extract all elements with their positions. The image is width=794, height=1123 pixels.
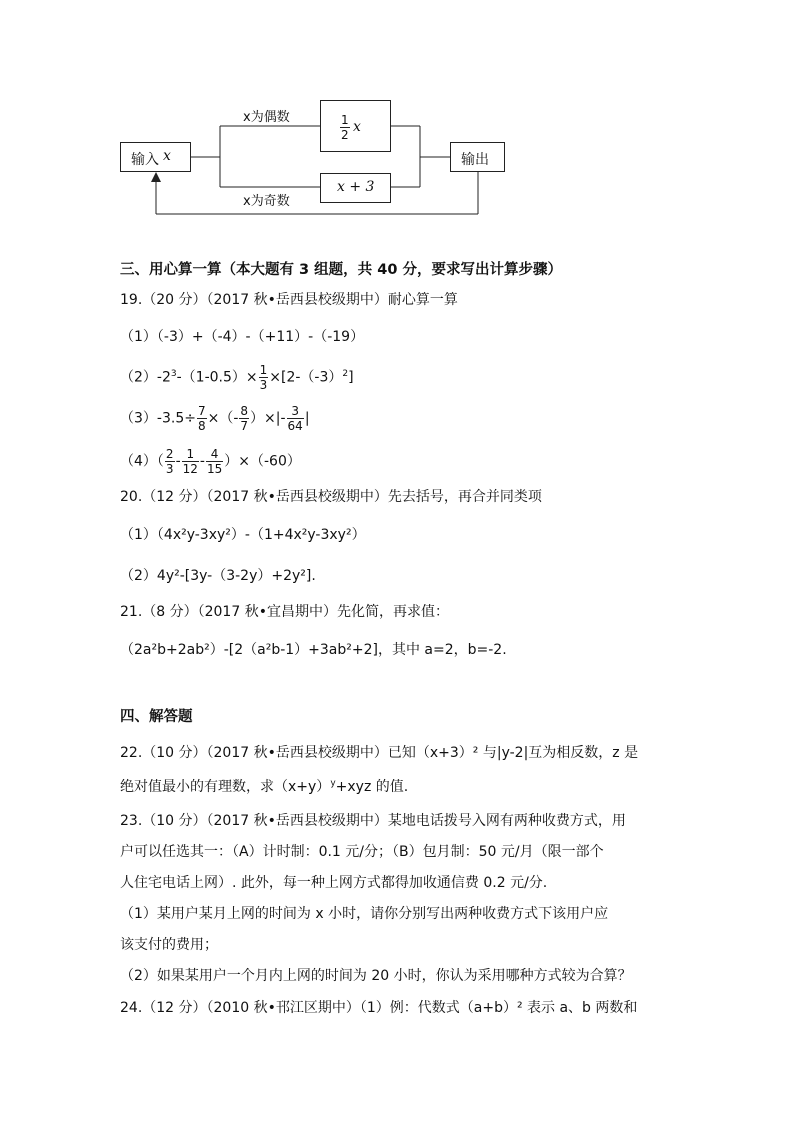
q20-part-2: （2）4y²-[3y-（3-2y）+2y²]. — [120, 568, 316, 584]
q23-line-1: 23.（10 分）（2017 秋•岳西县校级期中）某地电话拨号入网有两种收费方式，用 — [120, 813, 626, 829]
q22-line-1: 22.（10 分）（2017 秋•岳西县校级期中）已知（x+3）² 与|y-2|互为相反数，z 是 — [120, 745, 639, 761]
input-label: 输入 — [131, 152, 159, 168]
fraction: $\frac{8}{7}$ — [240, 404, 249, 433]
q19-part-1: （1）（-3）+（-4）-（+11）-（-19） — [120, 329, 365, 345]
q20-part-1: （1）（4x²y-3xy²）-（1+4x²y-3xy²） — [120, 527, 366, 543]
even-condition-label: x为偶数 — [243, 110, 290, 125]
half-fraction: $\frac{1}{2}$ — [341, 113, 349, 142]
q23-line-4: （1）某用户某月上网的时间为 x 小时，请你分别写出两种收费方式下该用户应 — [120, 906, 609, 922]
q21-title: 21.（8 分）（2017 秋•宜昌期中）先化简，再求值： — [120, 604, 449, 620]
flowchart-connectors — [0, 0, 794, 230]
q19-part-3: （3）-3.5÷ $\frac{7}{8}$ ×（- $\frac{8}{7}$ ）×|- $\frac{3}{64}$ | — [120, 404, 310, 433]
section-4-heading: 四、解答题 — [120, 709, 193, 725]
even-box — [320, 100, 391, 152]
q23-line-6: （2）如果某用户一个月内上网的时间为 20 小时，你认为采用哪种方式较为合算？ — [120, 968, 632, 984]
fraction: $\frac{3}{64}$ — [287, 404, 303, 433]
fraction: $\frac{2}{3}$ — [165, 447, 174, 476]
q20-title: 20.（12 分）（2017 秋•岳西县校级期中）先去括号，再合并同类项 — [120, 489, 542, 505]
arrow-head-icon — [151, 172, 161, 182]
q23-line-2: 户可以任选其一：（A）计时制：0.1 元/分；（B）包月制：50 元/月（限一部个 — [120, 844, 604, 860]
q19-title: 19.（20 分）（2017 秋•岳西县校级期中）耐心算一算 — [120, 292, 458, 308]
fraction: $\frac{1}{3}$ — [259, 363, 268, 392]
fraction: $\frac{4}{15}$ — [206, 447, 223, 476]
output-box — [450, 142, 505, 172]
fraction: $\frac{7}{8}$ — [197, 404, 206, 433]
q23-line-3: 人住宅电话上网）. 此外，每一种上网方式都得加收通信费 0.2 元/分. — [120, 875, 548, 891]
odd-condition-label: x为奇数 — [243, 194, 290, 209]
q22-line-2: 绝对值最小的有理数，求$(x+y)^y+xyz$ 的值. — [120, 778, 409, 795]
q19-part-4: （4）（ $\frac{2}{3}$ - $\frac{1}{12}$ - $\frac{4}{15}$ ）×（-60） — [120, 447, 301, 476]
input-box — [120, 142, 191, 172]
output-label: 输出 — [461, 152, 489, 168]
half-var: x — [353, 119, 361, 135]
q21-expression: （2a²b+2ab²）-[2（a²b-1）+3ab²+2]，其中 a=2，b=-2. — [120, 642, 507, 658]
q23-line-5: 该支付的费用； — [120, 937, 218, 953]
odd-box — [320, 173, 391, 203]
q19-part-2: $(2)-2^3-(1-0.5)\times$ $\frac{1}{3}$ $\times[2-(-3)^2]$ — [120, 363, 354, 392]
q24-line-1: 24.（12 分）（2010 秋•邗江区期中）（1）例：代数式（a+b）² 表示 a、b 两数和 — [120, 1000, 638, 1016]
input-var: x — [163, 148, 171, 164]
fraction: $\frac{1}{12}$ — [182, 447, 198, 476]
section-3-heading: 三、用心算一算（本大题有 3 组题，共 40 分，要求写出计算步骤） — [120, 262, 562, 278]
odd-expression: x + 3 — [337, 179, 375, 195]
flowchart — [0, 0, 794, 230]
